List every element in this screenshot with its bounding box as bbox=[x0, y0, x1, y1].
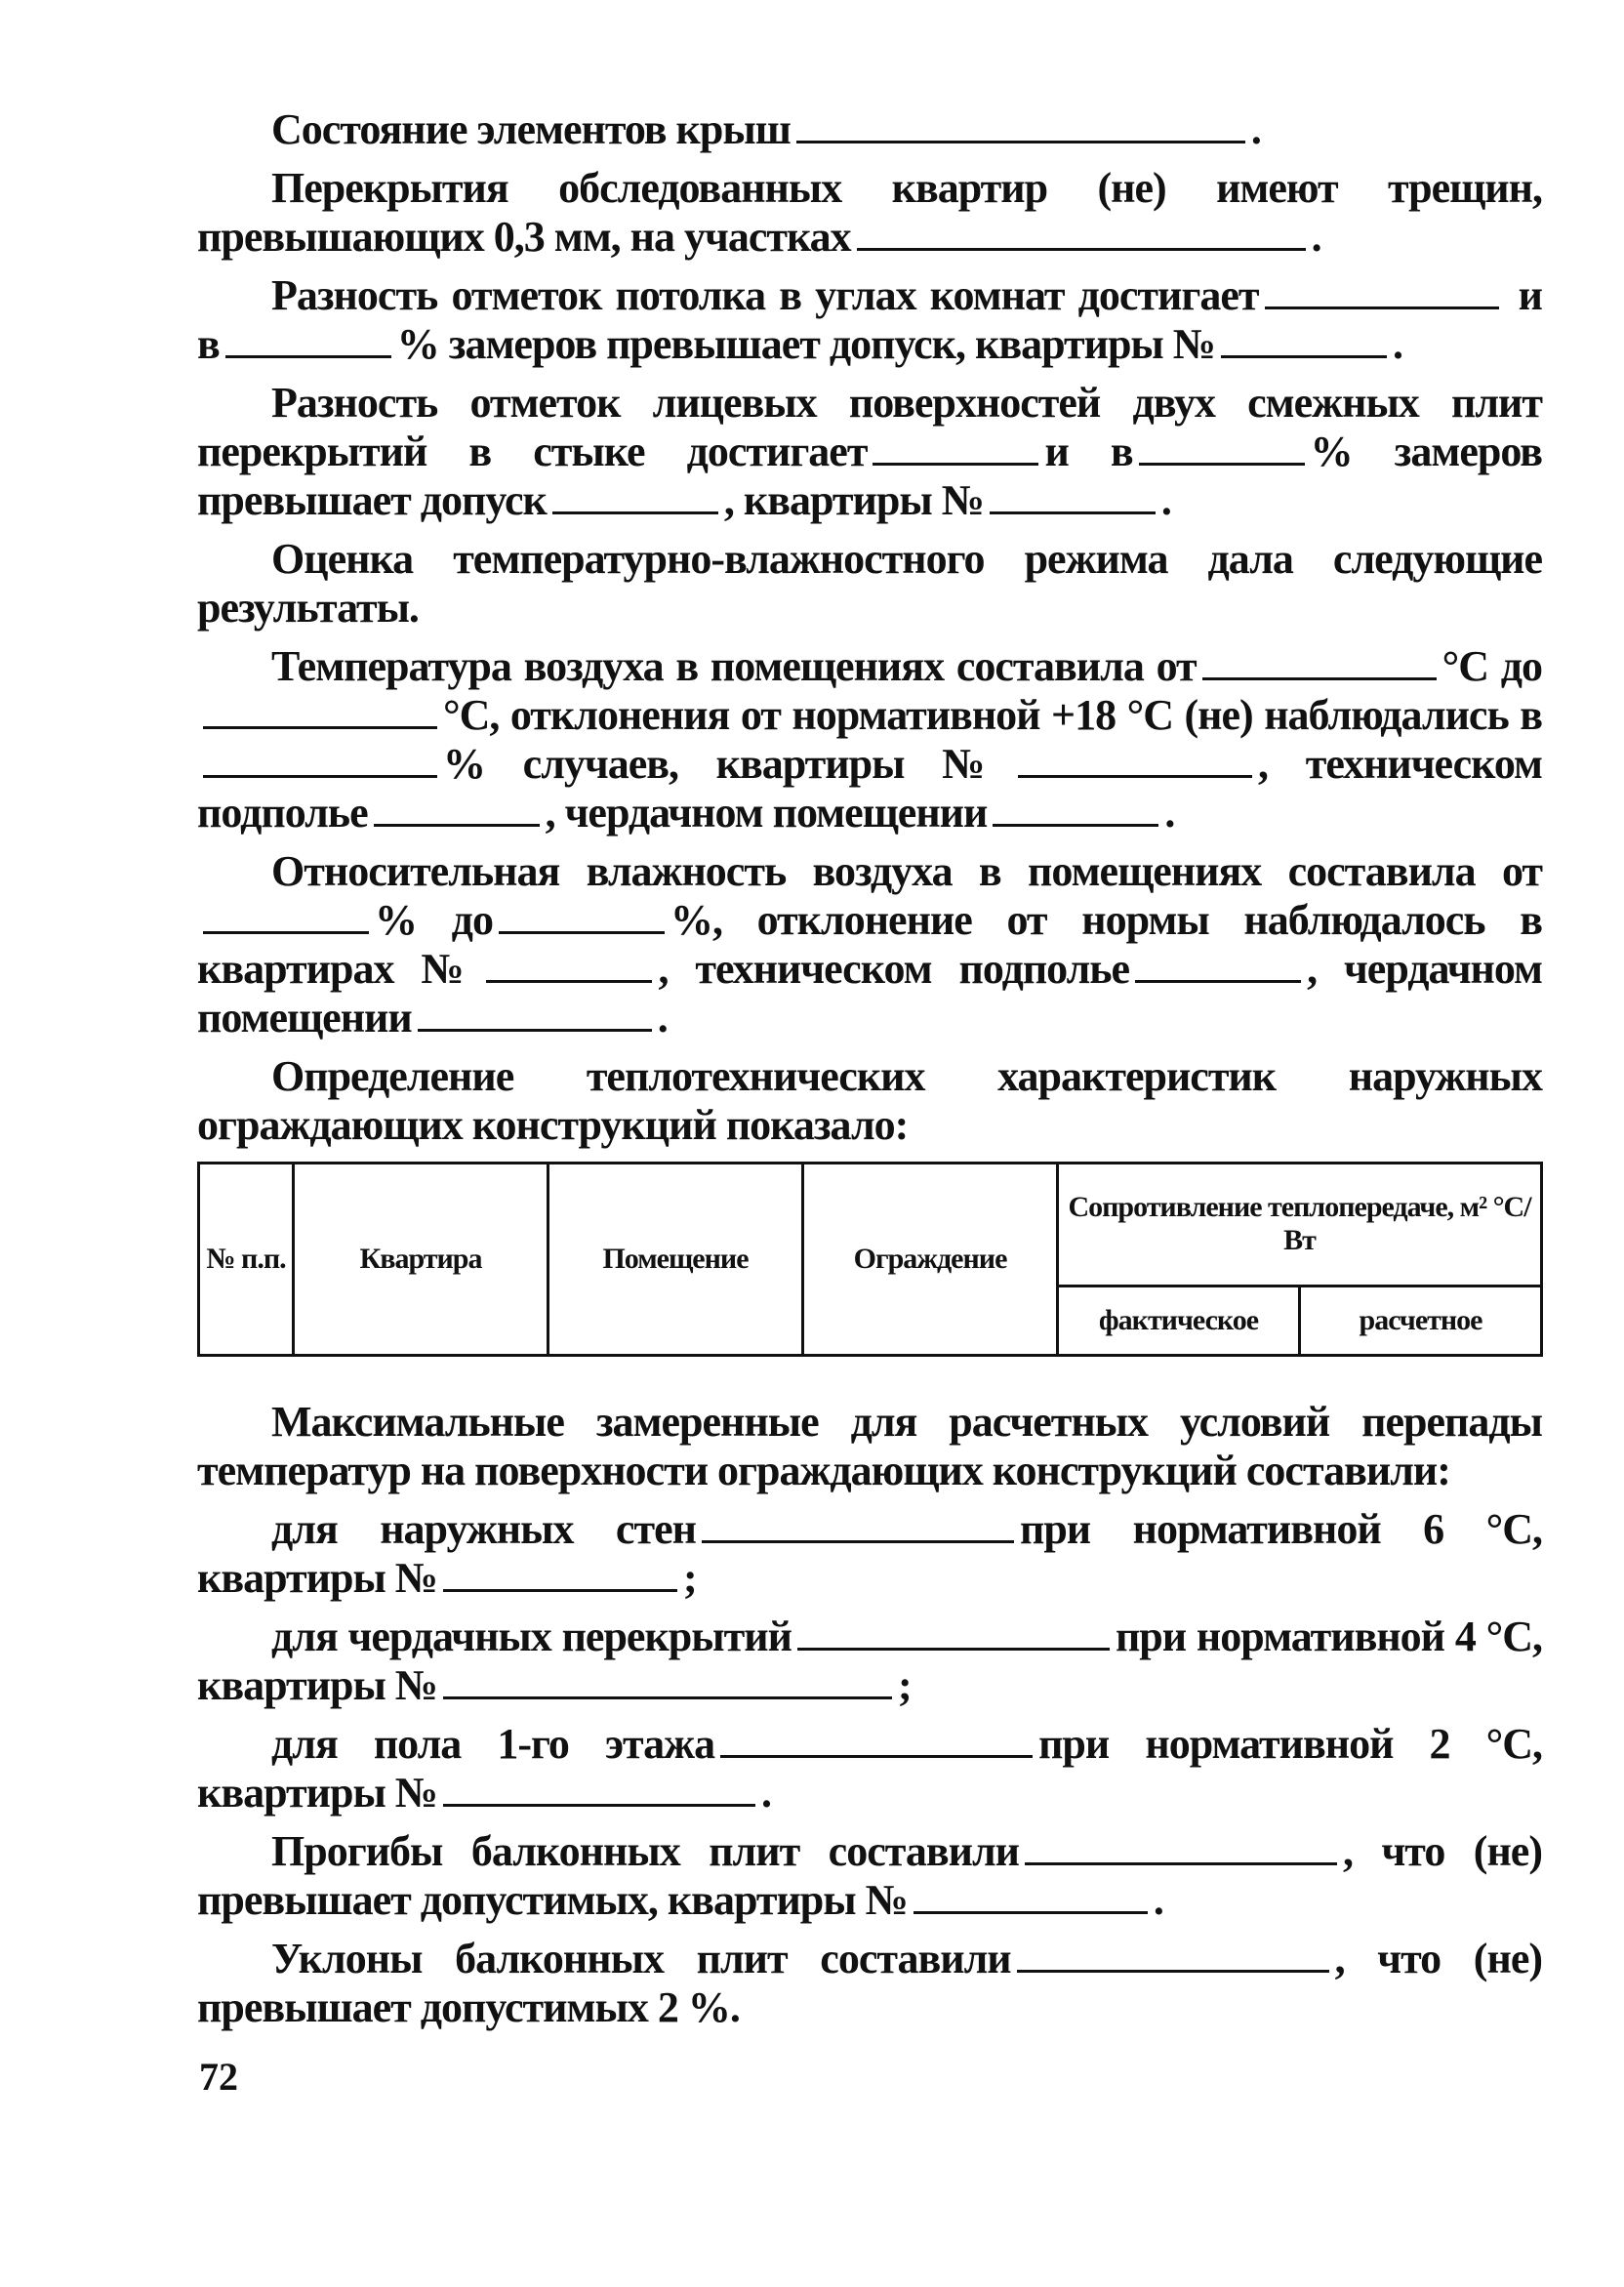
text-span: , чердачном помещении bbox=[545, 789, 988, 837]
text-span: ; bbox=[683, 1554, 697, 1602]
paragraph-max-diff bbox=[197, 1398, 1542, 1495]
blank-field[interactable] bbox=[203, 898, 369, 934]
blank-field[interactable] bbox=[1018, 742, 1252, 778]
text-span: Разность отметок лицевых поверхностей двух смежных плит перекрытий в стыке достигает bbox=[197, 379, 1542, 475]
paragraph-attic bbox=[197, 1613, 1542, 1710]
paragraph-slabs bbox=[197, 379, 1542, 525]
text-span: . bbox=[657, 994, 668, 1041]
blank-field[interactable] bbox=[203, 742, 437, 778]
blank-field[interactable] bbox=[486, 947, 652, 983]
text-span: и в bbox=[197, 271, 1543, 368]
header-room: Помещение bbox=[548, 1164, 803, 1356]
subheader-actual: фактическое bbox=[1058, 1286, 1300, 1356]
blank-field[interactable] bbox=[374, 791, 540, 827]
header-number: № п.п. bbox=[199, 1164, 294, 1356]
text-span: при нормативной 2 °С, квартиры № bbox=[197, 1720, 1542, 1817]
text-span: . bbox=[1164, 789, 1175, 837]
paragraph-temperature bbox=[197, 642, 1542, 837]
text-span: . bbox=[1160, 476, 1171, 524]
paragraph-thermal bbox=[197, 1052, 1542, 1150]
header-apartment: Квартира bbox=[294, 1164, 548, 1356]
blank-field[interactable] bbox=[499, 898, 665, 934]
text-span: Максимальные замеренные для расчетных условий перепады температур на поверхности ограждающих конструкций составили: bbox=[197, 1398, 1542, 1494]
paragraph-assessment bbox=[197, 535, 1542, 633]
paragraph-balcony-slope bbox=[197, 1935, 1542, 2032]
text-span: , квартиры № bbox=[723, 476, 984, 524]
text-span: . bbox=[1153, 1876, 1163, 1924]
blank-field[interactable] bbox=[443, 1663, 892, 1699]
header-enclosure: Ограждение bbox=[803, 1164, 1058, 1356]
blank-field[interactable] bbox=[720, 1722, 1033, 1758]
text-span: . bbox=[761, 1769, 772, 1817]
text-span: . bbox=[1311, 213, 1321, 261]
text-span: при нормативной 6 °С, квартиры № bbox=[197, 1505, 1542, 1602]
text-span: Уклоны балконных плит составили bbox=[271, 1935, 1011, 1982]
blank-field[interactable] bbox=[1139, 429, 1305, 466]
text-block-bottom bbox=[197, 1398, 1542, 2042]
blank-field[interactable] bbox=[796, 107, 1245, 143]
page-number: 72 bbox=[199, 2055, 238, 2099]
text-span: ; bbox=[898, 1661, 912, 1709]
text-span: Прогибы балконных плит составили bbox=[271, 1827, 1020, 1875]
text-span: . bbox=[1250, 105, 1261, 153]
text-span: , техническом подполье bbox=[658, 945, 1130, 993]
text-span: Относительная влажность воздуха в помещениях составила от bbox=[271, 847, 1542, 895]
blank-field[interactable] bbox=[873, 429, 1038, 466]
blank-field[interactable] bbox=[1135, 947, 1301, 983]
text-span: . bbox=[1392, 320, 1402, 368]
blank-field[interactable] bbox=[914, 1878, 1148, 1914]
paragraph-walls bbox=[197, 1505, 1542, 1603]
blank-field[interactable] bbox=[993, 791, 1158, 827]
text-span: при нормативной 4 °С, квартиры № bbox=[197, 1613, 1542, 1709]
text-span: % случаев, квартиры № bbox=[443, 740, 1013, 788]
paragraph-humidity bbox=[197, 847, 1542, 1042]
blank-field[interactable] bbox=[443, 1771, 755, 1807]
blank-field[interactable] bbox=[1025, 1829, 1337, 1865]
blank-field[interactable] bbox=[1221, 322, 1387, 358]
text-span: , что (не) превышает допустимых, квартиры № bbox=[197, 1827, 1542, 1924]
table-header-row bbox=[199, 1164, 1542, 1286]
text-span: % замеров превышает допуск, квартиры № bbox=[396, 320, 1215, 368]
text-span: %, отклонение от нормы наблюдалось в квартирах № bbox=[197, 896, 1543, 993]
text-span: °С, отклонения от нормативной +18 °С (не) наблюдались в bbox=[443, 691, 1542, 739]
blank-field[interactable] bbox=[443, 1556, 677, 1592]
text-span: Определение теплотехнических характеристик наружных ограждающих конструкций показало: bbox=[197, 1052, 1542, 1149]
paragraph-floors bbox=[197, 164, 1542, 262]
blank-field[interactable] bbox=[1265, 273, 1499, 309]
text-span: , чердачном помещении bbox=[197, 945, 1543, 1041]
blank-field[interactable] bbox=[1017, 1937, 1329, 1973]
text-span: % замеров превышает допуск bbox=[197, 428, 1542, 524]
text-span: Разность отметок потолка в углах комнат достигает bbox=[271, 271, 1259, 319]
text-span: Оценка температурно-влажностного режима дала следующие результаты. bbox=[197, 535, 1542, 632]
thermal-resistance-table bbox=[197, 1162, 1543, 1357]
text-span: для чердачных перекрытий bbox=[271, 1613, 792, 1660]
blank-field[interactable] bbox=[990, 478, 1156, 514]
text-span: для наружных стен bbox=[271, 1505, 696, 1553]
text-span: , что (не) превышает допустимых 2 %. bbox=[197, 1935, 1542, 2031]
paragraph-ground-floor bbox=[197, 1720, 1542, 1817]
paragraph-roof bbox=[197, 105, 1542, 154]
text-span: % до bbox=[375, 896, 493, 944]
text-span: Перекрытия обследованных квартир (не) имеют трещин, превышающих 0,3 мм, на участках bbox=[197, 164, 1542, 261]
blank-field[interactable] bbox=[552, 478, 718, 514]
text-span: °С до bbox=[1441, 642, 1542, 690]
blank-field[interactable] bbox=[225, 322, 391, 358]
blank-field[interactable] bbox=[203, 693, 437, 729]
header-resistance: Сопротивление теплопередаче, м² °С/Вт bbox=[1058, 1164, 1542, 1286]
text-span: для пола 1-го этажа bbox=[271, 1720, 715, 1768]
paragraph-ceiling bbox=[197, 271, 1542, 369]
text-span: Температура воздуха в помещениях составила от bbox=[271, 642, 1197, 690]
text-span: , техническом подполье bbox=[197, 740, 1543, 837]
blank-field[interactable] bbox=[857, 215, 1306, 251]
text-span: и в bbox=[1044, 428, 1133, 475]
blank-field[interactable] bbox=[702, 1507, 1014, 1543]
blank-field[interactable] bbox=[1202, 644, 1437, 680]
paragraph-balcony-deflection bbox=[197, 1827, 1542, 1925]
text-block-top bbox=[197, 105, 1542, 1160]
blank-field[interactable] bbox=[418, 996, 652, 1032]
text-span: Состояние элементов крыш bbox=[271, 105, 791, 153]
subheader-calculated: расчетное bbox=[1300, 1286, 1542, 1356]
blank-field[interactable] bbox=[797, 1614, 1110, 1651]
